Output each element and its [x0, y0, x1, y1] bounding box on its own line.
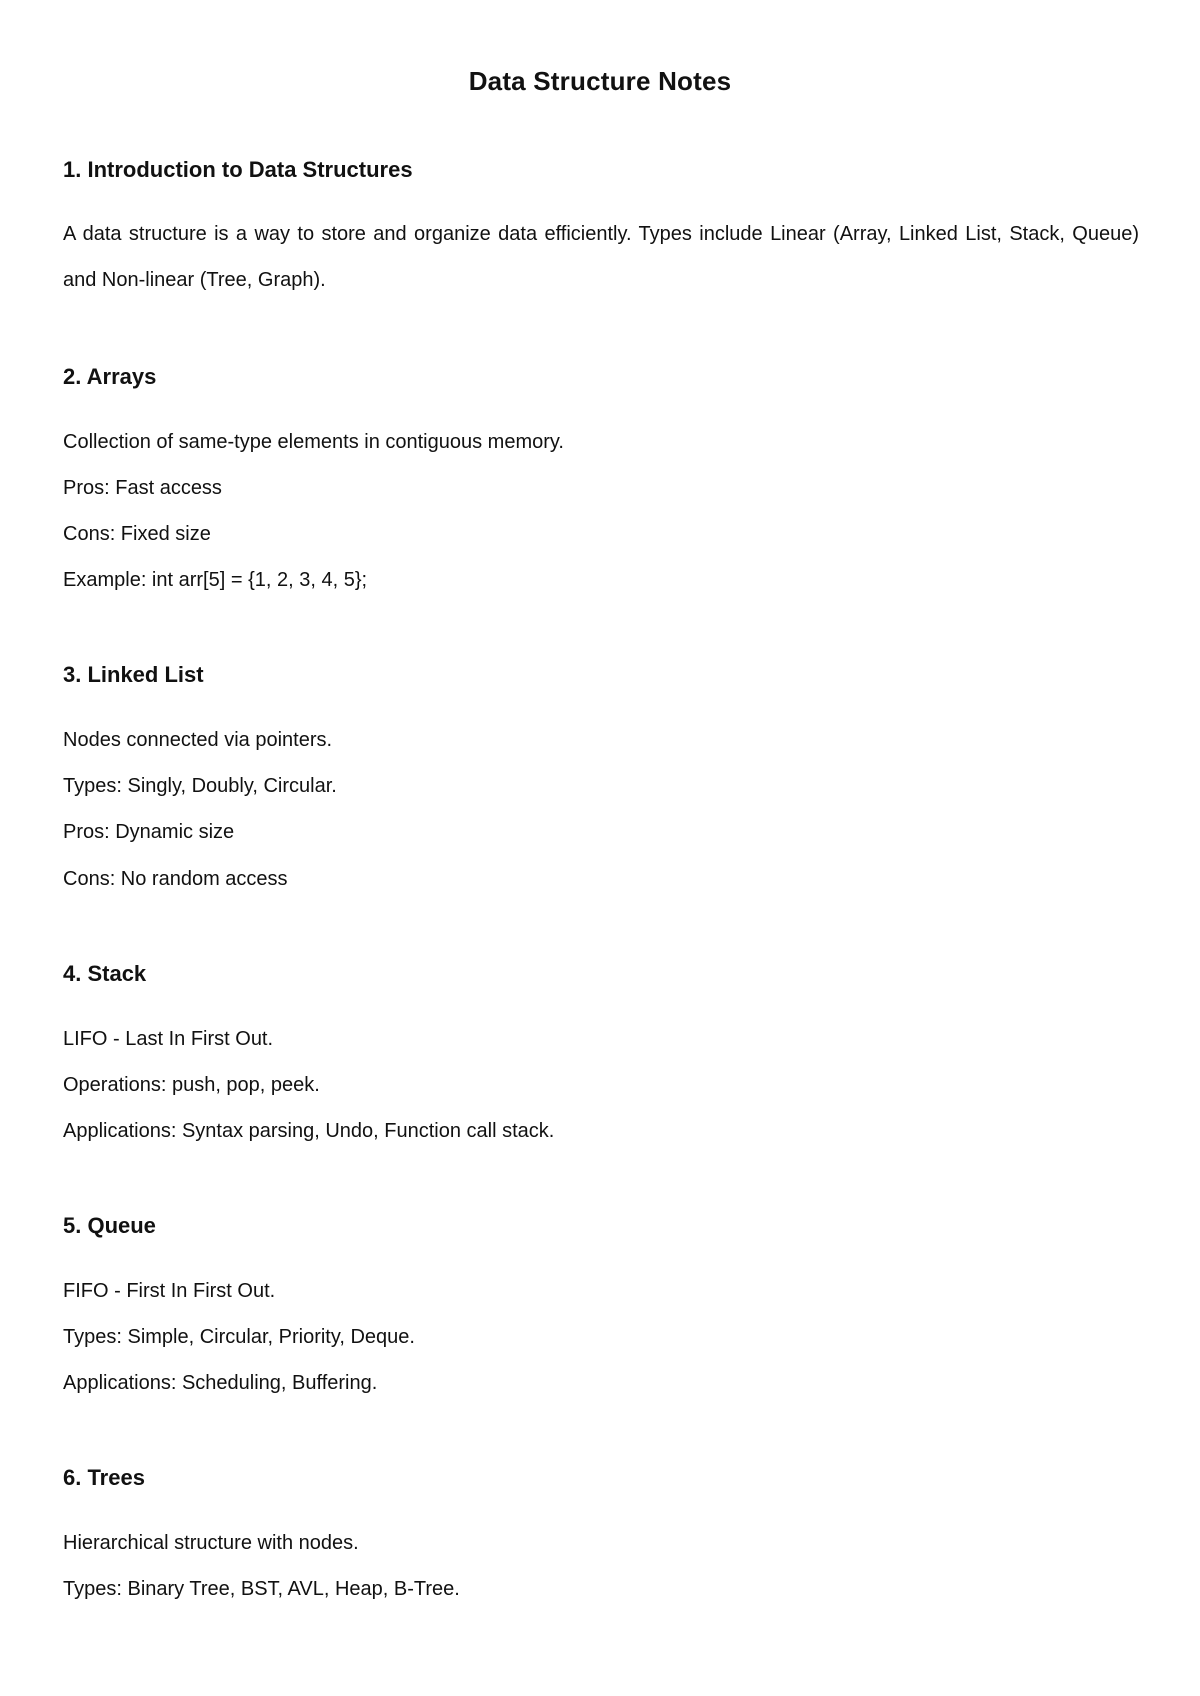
arrays-line: Collection of same-type elements in contiguous memory.: [63, 431, 564, 453]
stack-line: Operations: push, pop, peek.: [63, 1074, 320, 1096]
queue-line: Applications: Scheduling, Buffering.: [63, 1372, 378, 1394]
queue-line: Types: Simple, Circular, Priority, Deque.: [63, 1326, 415, 1348]
stack-line: LIFO - Last In First Out.: [63, 1028, 274, 1050]
queue-line: FIFO - First In First Out.: [63, 1280, 276, 1302]
section-heading-queue: 5. Queue: [63, 1213, 156, 1238]
linked-list-line: Types: Singly, Doubly, Circular.: [63, 775, 337, 797]
trees-line: Types: Binary Tree, BST, AVL, Heap, B-Tree.: [63, 1578, 460, 1600]
section-heading-linked-list: 3. Linked List: [63, 662, 204, 687]
arrays-line: Pros: Fast access: [63, 477, 222, 499]
linked-list-line: Nodes connected via pointers.: [63, 729, 333, 751]
arrays-line: Example: int arr[5] = {1, 2, 3, 4, 5};: [63, 569, 368, 591]
document-title: Data Structure Notes: [468, 66, 732, 96]
linked-list-line: Pros: Dynamic size: [63, 821, 235, 843]
trees-line: Hierarchical structure with nodes.: [63, 1532, 359, 1554]
linked-list-line: Cons: No random access: [63, 868, 288, 890]
stack-line: Applications: Syntax parsing, Undo, Function call stack.: [63, 1120, 555, 1142]
section-heading-trees: 6. Trees: [63, 1465, 145, 1490]
section-heading-stack: 4. Stack: [63, 961, 147, 986]
section-heading-arrays: 2. Arrays: [63, 364, 157, 389]
section-text-introduction: A data structure is a way to store and organize data efficiently. Types include Linear (Array, Linked List, Stack, Queue) and Non-linear (Tree, Graph).: [63, 223, 1139, 291]
arrays-line: Cons: Fixed size: [63, 523, 211, 545]
section-heading-introduction: 1. Introduction to Data Structures: [63, 157, 413, 182]
